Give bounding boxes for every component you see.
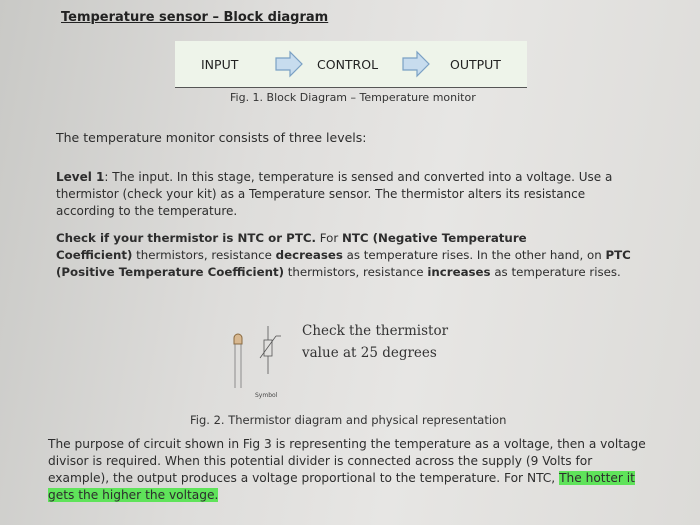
thermistor-drawing-icon [226, 326, 286, 390]
purpose-line4 [48, 487, 646, 504]
purpose-line2: divisor is required. When this potential divider is connected across the supply (9 Volts for [48, 454, 593, 468]
check-line2-e: PTC [605, 248, 631, 262]
highlighted-text: gets the higher the voltage. [48, 488, 219, 502]
purpose-paragraph [48, 436, 646, 504]
arrow-right-icon [401, 50, 431, 78]
check-line2-d: as temperature rises. In the other hand, on [342, 248, 606, 262]
level1-paragraph [56, 169, 612, 220]
check-paragraph [56, 230, 631, 281]
check-line3-c: increases [427, 265, 491, 279]
symbol-label: Symbol [255, 392, 278, 399]
check-line2 [56, 247, 631, 264]
check-line3-b: thermistors, resistance [284, 265, 428, 279]
level1-line1-text: : The input. In this stage, temperature is sensed and converted into a voltage. Use a [104, 170, 613, 184]
arrow-right-icon [274, 50, 304, 78]
check-line3 [56, 264, 631, 281]
block-input-label: INPUT [201, 57, 239, 72]
check-line1 [56, 230, 631, 247]
check-line2-b: thermistors, resistance [132, 248, 276, 262]
purpose-line3-text: example), the output produces a voltage proportional to the temperature. For NTC, [48, 471, 560, 485]
purpose-line1: The purpose of circuit shown in Fig 3 is representing the temperature as a voltage, then a voltage [48, 437, 646, 451]
note-line1: Check the thermistor [302, 323, 449, 339]
level1-line3: according to the temperature. [56, 204, 238, 218]
note-line2: value at 25 degrees [302, 345, 437, 361]
level1-label: Level 1 [56, 170, 105, 184]
page-heading: Temperature sensor – Block diagram [61, 10, 329, 25]
check-line1-a: Check if your thermistor is NTC or PTC. [56, 231, 317, 245]
block-output-label: OUTPUT [450, 57, 501, 72]
level1-line1 [56, 169, 612, 186]
figure1-caption: Fig. 1. Block Diagram – Temperature monitor [230, 91, 476, 104]
check-line1-b: For [316, 231, 342, 245]
check-line2-c: decreases [275, 248, 343, 262]
check-line3-a: (Positive Temperature Coefficient) [56, 265, 285, 279]
highlighted-text: The hotter it [559, 471, 635, 485]
intro-text: The temperature monitor consists of three levels: [56, 130, 367, 145]
block-diagram [175, 41, 527, 88]
level1-line2: thermistor (check your kit) as a Temperature sensor. The thermistor alters its resistance [56, 187, 586, 201]
check-line3-d: as temperature rises. [490, 265, 621, 279]
check-line2-a: Coefficient) [56, 248, 133, 262]
check-line1-c: NTC (Negative Temperature [341, 231, 527, 245]
thermistor-note [302, 320, 448, 364]
figure2-caption: Fig. 2. Thermistor diagram and physical representation [190, 413, 507, 427]
purpose-line3 [48, 470, 646, 487]
block-control-label: CONTROL [317, 57, 379, 72]
